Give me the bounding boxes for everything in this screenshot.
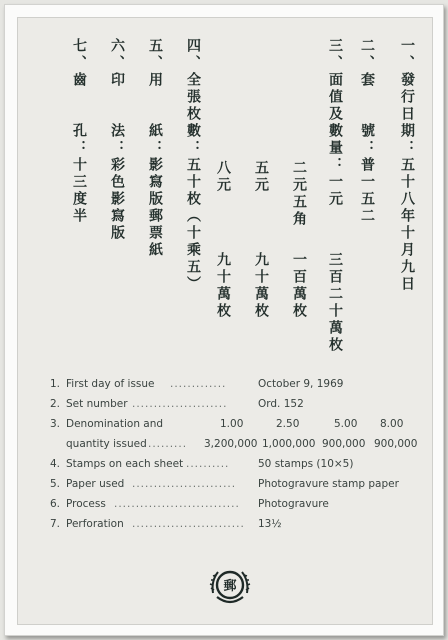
denomination-value: 5.00 — [334, 418, 358, 430]
item-number: 7. — [50, 518, 61, 530]
zh-value-3: 五元 — [253, 160, 269, 194]
item-value: 50 stamps (10×5) — [258, 458, 354, 470]
item-label: Paper used — [66, 478, 125, 490]
item-number: 1. — [50, 378, 61, 390]
detail-row-stamps-per-sheet — [48, 454, 408, 474]
item-number: 5. — [50, 478, 61, 490]
zh-value-2: 二元五角 — [291, 160, 307, 228]
denomination-value: 8.00 — [380, 418, 404, 430]
item-label: quantity issued — [66, 438, 147, 450]
item-label: First day of issue — [66, 378, 155, 390]
leader-dots: ............. — [170, 378, 227, 390]
item-label: Set number — [66, 398, 128, 410]
leader-dots: .......... — [186, 458, 230, 470]
english-details — [48, 374, 418, 534]
zh-qty-3: 九十萬枚 — [253, 252, 269, 320]
item-value: October 9, 1969 — [258, 378, 344, 390]
document-page — [17, 17, 433, 625]
zh-value-4: 八元 — [215, 160, 231, 194]
quantity-value: 900,000 — [374, 438, 418, 450]
photo-frame — [4, 4, 444, 636]
item-label: Perforation — [66, 518, 124, 530]
zh-issue-date: 一、發行日期：五十八年十月九日 — [399, 38, 415, 293]
item-number: 6. — [50, 498, 61, 510]
item-value: Photogravure — [258, 498, 329, 510]
detail-row-denomination — [48, 414, 408, 434]
item-value: Photogravure stamp paper — [258, 478, 399, 490]
item-number: 3. — [50, 418, 61, 430]
item-label: Process — [66, 498, 106, 510]
zh-denomination: 三、面值及數量：一元 — [327, 38, 343, 208]
zh-process: 六、印 法：彩色影寫版 — [109, 38, 125, 242]
quantity-value: 3,200,000 — [204, 438, 258, 450]
leader-dots: ...................... — [132, 398, 228, 410]
item-value: Ord. 152 — [258, 398, 304, 410]
zh-qty-1: 三百二十萬枚 — [327, 252, 343, 354]
quantity-value: 900,000 — [322, 438, 366, 450]
denomination-value: 2.50 — [276, 418, 300, 430]
leader-dots: ......... — [148, 438, 188, 450]
zh-paper: 五、用 紙：影寫版郵票紙 — [147, 38, 163, 259]
zh-set-number: 二、套 號：普一五二 — [359, 38, 375, 225]
zh-sheet-count: 四、全張枚數：五十枚（十乘五） — [185, 38, 201, 293]
leader-dots: ............................. — [114, 498, 240, 510]
detail-row-perforation — [48, 514, 408, 534]
detail-row-process — [48, 494, 408, 514]
detail-row-quantity — [48, 434, 418, 454]
detail-row-set-number — [48, 394, 408, 414]
detail-row-issue-date — [48, 374, 408, 394]
detail-row-paper — [48, 474, 408, 494]
quantity-value: 1,000,000 — [262, 438, 316, 450]
item-label: Denomination and — [66, 418, 164, 430]
item-number: 4. — [50, 458, 61, 470]
zh-qty-2: 一百萬枚 — [291, 252, 307, 320]
denomination-value: 1.00 — [220, 418, 244, 430]
zh-perforation: 七、齒 孔：十三度半 — [71, 38, 87, 225]
item-number: 2. — [50, 398, 61, 410]
item-label: Stamps on each sheet — [66, 458, 184, 470]
zh-qty-4: 九十萬枚 — [215, 252, 231, 320]
postal-emblem-icon — [208, 563, 252, 607]
emblem-character: 郵 — [223, 579, 237, 594]
item-value: 13½ — [258, 518, 282, 530]
leader-dots: ........................ — [132, 478, 237, 490]
leader-dots: .......................... — [132, 518, 245, 530]
